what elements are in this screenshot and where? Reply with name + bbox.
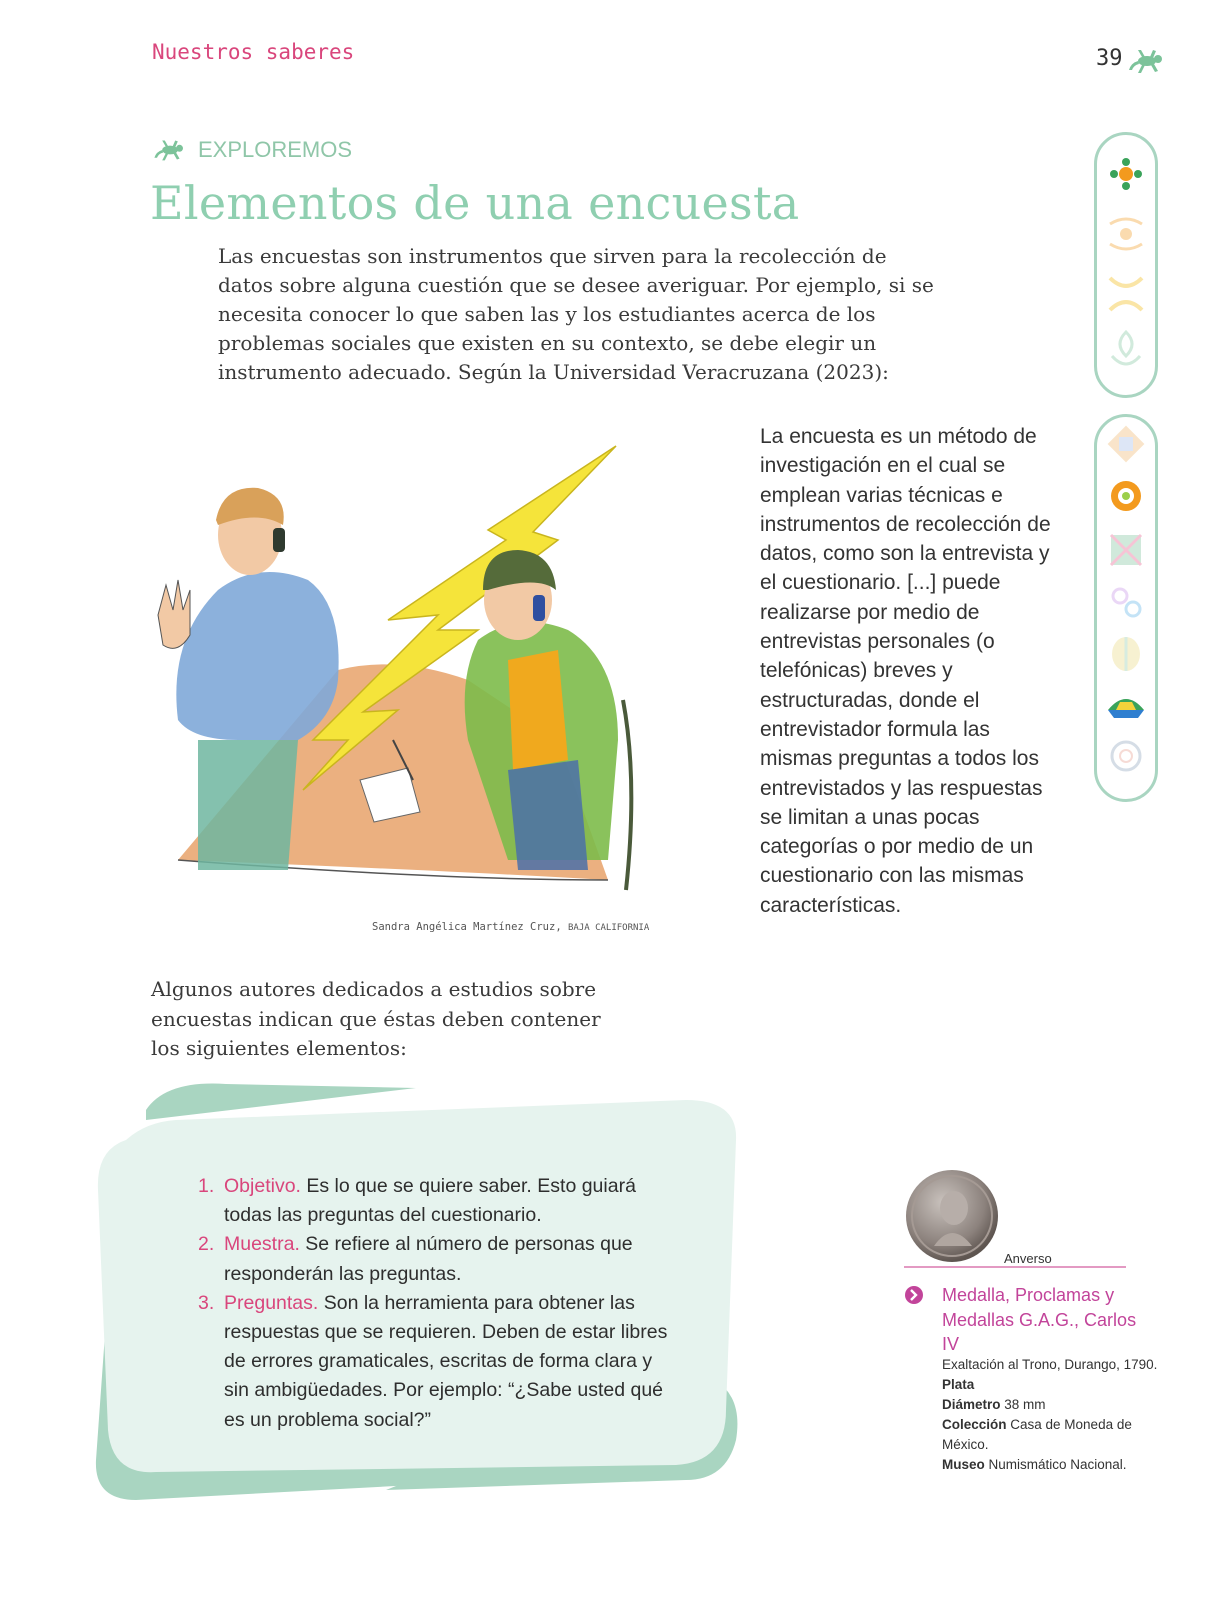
- medal-image: [904, 1168, 1000, 1264]
- eje-icon-2: [1111, 481, 1141, 511]
- medal-diameter-label: Diámetro: [942, 1397, 1001, 1412]
- credit-name: Sandra Angélica Martínez Cruz,: [372, 921, 562, 933]
- phone-survey-illustration: [138, 440, 638, 910]
- illustration-credit: [372, 921, 649, 933]
- medal-collection-label: Colección: [942, 1417, 1007, 1432]
- list-item: [198, 1172, 668, 1230]
- eje-icon-4: [1113, 589, 1140, 616]
- eje-icon-5: [1112, 637, 1140, 671]
- elements-list: [198, 1172, 668, 1435]
- chevron-right-icon: [904, 1285, 924, 1305]
- medal-divider: [904, 1266, 1126, 1268]
- item-number: 2.: [198, 1233, 215, 1256]
- medal-museum-value: Numismático Nacional.: [984, 1457, 1127, 1472]
- side-tab-icons: [1094, 132, 1158, 802]
- item-term: Preguntas.: [224, 1291, 319, 1314]
- campo-icon-4: [1112, 332, 1140, 364]
- quote-paragraph: La encuesta es un método de investigación en el cual se emplean varias técnicas e instrumentos de recolección de datos, como son la entrevista y el cuestionario. [...] puede realizarse por medio de entrevistas personales (o telefónicas) breves y estructuradas, donde el entrevistador formula las mismas preguntas a todos los entrevistados y las respuestas se limitan a unas pocas categorías o por medio de un cuestionario con las mismas características.: [760, 425, 1051, 917]
- eje-icon-3: [1111, 535, 1141, 565]
- campo-icon-3: [1110, 278, 1142, 310]
- page-title: Elementos de una encuesta: [150, 176, 800, 230]
- section-header: Nuestros saberes: [152, 40, 355, 64]
- lead-paragraph: Algunos autores dedicados a estudios sobre encuestas indican que éstas deben contener los siguientes elementos:: [151, 977, 601, 1060]
- medal-collection-value: Casa de Moneda de México.: [942, 1417, 1132, 1452]
- item-text: Es lo que se quiere saber. Esto guiará todas las preguntas del cuestionario.: [224, 1175, 636, 1227]
- item-text: Se refiere al número de personas que responderán las preguntas.: [224, 1233, 633, 1285]
- medal-caption: Anverso: [1004, 1251, 1052, 1266]
- eje-icon-1: [1108, 426, 1145, 463]
- intro-paragraph: Las encuestas son instrumentos que sirven para la recolección de datos sobre alguna cuestión que se desee averiguar. Por ejemplo, si se necesita conocer lo que saben las y los estudiantes acerca de los problemas sociales que existen en su contexto, se debe elegir un instrumento adecuado. Según la Universidad Veracruzana (2023):: [218, 244, 934, 384]
- lizard-icon: [1128, 46, 1166, 76]
- item-number: 1.: [198, 1175, 215, 1197]
- item-term: Objetivo.: [224, 1175, 301, 1197]
- eje-icon-7: [1112, 742, 1140, 770]
- kicker-label: EXPLOREMOS: [198, 137, 353, 162]
- page-number: 39: [1096, 46, 1123, 71]
- medal-museum-label: Museo: [942, 1457, 985, 1472]
- medal-material: Plata: [942, 1377, 975, 1392]
- campo-icon-2: [1110, 219, 1142, 249]
- credit-place: BAJA CALIFORNIA: [567, 923, 650, 933]
- medal-info: [942, 1355, 1162, 1475]
- section-kicker: [152, 137, 352, 163]
- medal-diameter-value: 38 mm: [1000, 1397, 1046, 1412]
- lizard-icon: [152, 137, 188, 163]
- medal-description: Exaltación al Trono, Durango, 1790.: [942, 1357, 1158, 1372]
- list-item: [198, 1230, 668, 1288]
- item-term: Muestra.: [224, 1233, 300, 1256]
- item-text: Son la herramienta para obtener las respuestas que se requieren. Deben de estar libres de errores gramaticales, escritas de forma clara y sin ambigüedades. Por ejemplo: “¿Sabe usted qué es un problema social?”: [224, 1291, 668, 1431]
- medal-title: Medalla, Proclamas y Medallas G.A.G., Carlos IV: [942, 1285, 1137, 1354]
- list-item: [198, 1289, 668, 1435]
- eje-icon-6: [1108, 699, 1144, 718]
- campo-icon-1: [1110, 158, 1142, 190]
- item-number: 3.: [198, 1291, 215, 1314]
